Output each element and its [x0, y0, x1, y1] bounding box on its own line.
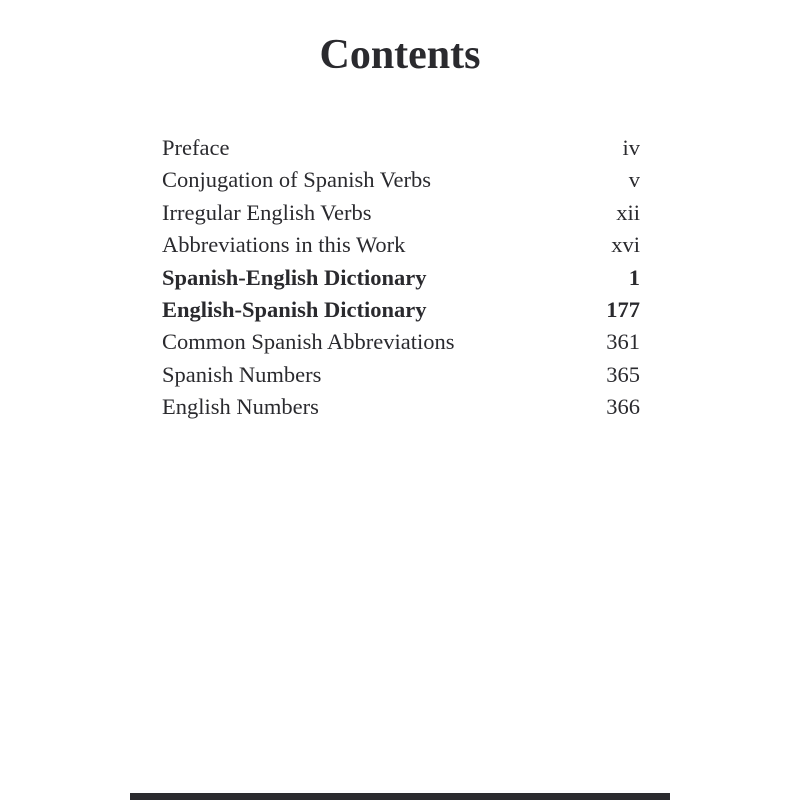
toc-entry-title: Spanish-English Dictionary: [162, 264, 427, 290]
toc-entry-title: English Numbers: [162, 394, 319, 420]
toc-entry-title: Conjugation of Spanish Verbs: [162, 167, 431, 193]
toc-entry-conjugation[interactable]: [162, 164, 640, 196]
page-title: Contents: [319, 32, 481, 78]
toc-entry-page: 366: [606, 394, 640, 420]
toc-entry-page: 177: [606, 296, 640, 322]
toc-entry-preface[interactable]: [162, 132, 640, 164]
toc-entry-page: xii: [616, 199, 640, 225]
toc-entry-abbreviations-work[interactable]: [162, 229, 640, 261]
toc-entry-page: 1: [628, 264, 640, 290]
toc-entry-spanish-english[interactable]: [162, 262, 640, 294]
toc-entry-irregular-verbs[interactable]: [162, 197, 640, 229]
toc-entry-spanish-numbers[interactable]: [162, 359, 640, 391]
toc-entry-common-abbreviations[interactable]: [162, 326, 640, 358]
toc-entry-title: Irregular English Verbs: [162, 199, 372, 225]
toc-entry-english-spanish[interactable]: [162, 294, 640, 326]
toc-entry-title: Spanish Numbers: [162, 361, 322, 387]
toc-entry-page: iv: [622, 135, 640, 160]
bottom-divider-bar: [130, 793, 670, 800]
toc-entry-title: Common Spanish Abbreviations: [162, 329, 455, 355]
toc-entry-title: Abbreviations in this Work: [162, 232, 406, 258]
toc-entry-page: v: [628, 167, 640, 193]
toc-entry-page: 365: [606, 361, 640, 387]
toc-entry-title: English-Spanish Dictionary: [162, 296, 427, 322]
toc-entry-page: 361: [606, 329, 640, 355]
toc-entry-title: Preface: [162, 135, 230, 160]
toc-entry-english-numbers[interactable]: [162, 391, 640, 423]
toc-entry-page: xvi: [611, 232, 640, 258]
table-of-contents: [162, 132, 640, 424]
